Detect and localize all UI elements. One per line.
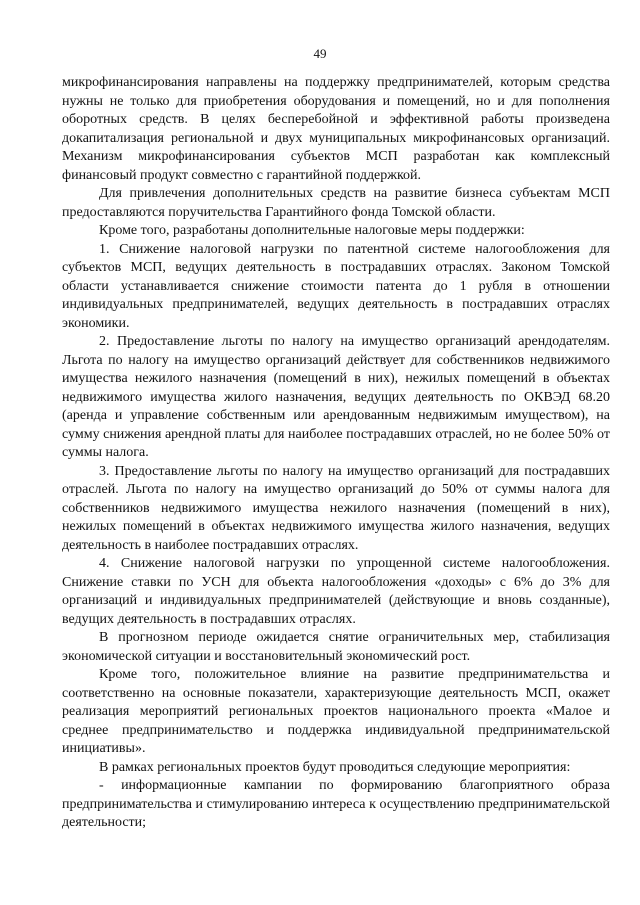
paragraph-tax-measure-4: 4. Снижение налоговой нагрузки по упрощенной системе налогообложения. Снижение ставки по УСН для объекта налогообложения «доходы» с 6% до 3% для организаций и индивидуальных предпринимателей (действующие и вновь созданные), ведущих деятельность в пострадавших отраслях.: [62, 556, 610, 627]
list-item-info-campaigns: - информационные кампании по формированию благоприятного образа предпринимательства и стимулированию интереса к осуществлению предпринимательской деятельности;: [62, 778, 610, 830]
paragraph-forecast: В прогнозном периоде ожидается снятие ограничительных мер, стабилизация экономической ситуации и восстановительный экономический рост.: [62, 630, 610, 664]
paragraph-tax-measure-2: 2. Предоставление льготы по налогу на имущество организаций арендодателям. Льгота по налогу на имущество организаций действует для собственников недвижимого имущества нежилого назначения (помещений в них), нежилых помещений в объектах недвижимого имущества жилого назначения, ведущих деятельность по ОКВЭД 68.20 (аренда и управление собственным или арендованным недвижимым имуществом), на сумму снижения арендной платы для наиболее пострадавших отраслей, но не более 50% от суммы налога.: [62, 334, 610, 460]
page-number: 49: [313, 46, 327, 61]
paragraph-microfinance: микрофинансирования направлены на поддержку предпринимателей, которым средства нужны не только для приобретения оборудования и помещений, но и для пополнения оборотных средств. В целях бесперебойной и эффективной работы произведена докапитализация региональной и двух муниципальных микрофинансовых организаций. Механизм микрофинансирования субъектов МСП разработан как комплексный финансовый продукт совместно с гарантийной поддержкой.: [62, 75, 610, 183]
paragraph-regional-projects: В рамках региональных проектов будут проводиться следующие мероприятия:: [99, 759, 571, 775]
paragraph-guarantee-fund: Для привлечения дополнительных средств на развитие бизнеса субъектам МСП предоставляются поручительства Гарантийного фонда Томской области.: [62, 186, 610, 220]
paragraph-tax-measure-3: 3. Предоставление льготы по налогу на имущество организаций для пострадавших отраслей. Льгота по налогу на имущество организаций до 50% от суммы налога для собственников недвижимого имущества нежилого назначения (помещений в них), нежилых помещений в объектах недвижимого имущества жилого назначения, ведущих деятельность в наиболее пострадавших отраслях.: [62, 463, 610, 553]
paragraph-national-project: Кроме того, положительное влияние на развитие предпринимательства и соответственно на основные показатели, характеризующие деятельность МСП, окажет реализация мероприятий региональных проектов национального проекта «Малое и среднее предпринимательство и поддержка индивидуальной предпринимательской инициативы».: [62, 667, 610, 756]
paragraph-tax-measures-intro: Кроме того, разработаны дополнительные налоговые меры поддержки:: [99, 223, 525, 238]
paragraph-tax-measure-1: 1. Снижение налоговой нагрузки по патентной системе налогообложения для субъектов МСП, ведущих деятельность в пострадавших отраслях. Законом Томской области устанавливается снижение стоимости патента до 1 рубля в отношении индивидуальных предпринимателей, ведущих деятельность в пострадавших отраслях экономики.: [62, 241, 610, 331]
document-body: [62, 74, 610, 833]
